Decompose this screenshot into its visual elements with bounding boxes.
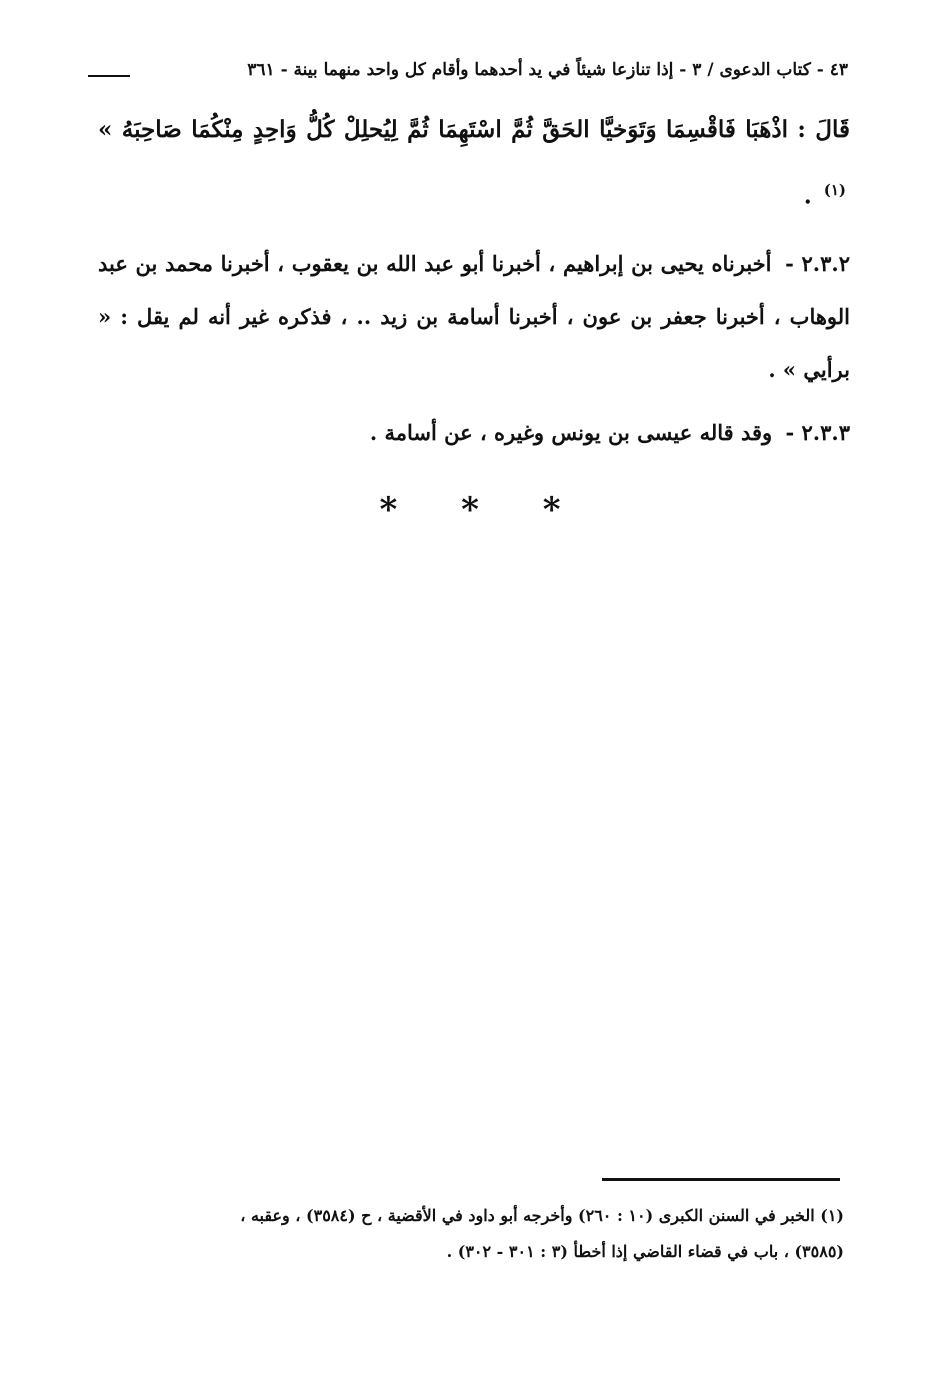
footnote-reference: (١) bbox=[823, 181, 846, 199]
footnote-rule bbox=[602, 1178, 840, 1181]
asterisk: * bbox=[461, 490, 479, 530]
asterisk: * bbox=[379, 490, 398, 530]
footnote-line: (١) الخبر في السنن الكبرى (١٠ : ٢٦٠) وأخرجه أبو داود في الأقضية ، ح (٣٥٨٤) ، وعقبه ، bbox=[240, 1206, 844, 1225]
hadith-quote-line2: صَاحِبَهُ » bbox=[98, 116, 182, 143]
paragraph-number: ٢.٣.٢ - bbox=[785, 250, 850, 276]
section-separator bbox=[0, 490, 940, 530]
hadith-quote-end: . bbox=[803, 182, 812, 210]
hadith-quote-line1: قَالَ : اذْهَبَا فَاقْسِمَا وَتَوَخيَّا الحَقَّ ثُمَّ اسْتَهِمَا ثُمَّ لِيُحلِلْ كُلُّ وَاحِدٍ مِنْكُمَا bbox=[191, 116, 850, 143]
paragraph-text: وقد قاله عيسى بن يونس وغيره ، عن أسامة . bbox=[369, 419, 773, 445]
paragraph-2-3-2 bbox=[98, 237, 850, 396]
hadith-quote bbox=[98, 100, 850, 227]
running-header bbox=[88, 55, 848, 85]
main-text bbox=[98, 100, 850, 459]
header-rule bbox=[88, 75, 130, 77]
paragraph-number: ٢.٣.٣ - bbox=[785, 419, 850, 445]
asterisk: * bbox=[542, 490, 561, 530]
running-title: ٤٣ - كتاب الدعوى / ٣ - إذا تنازعا شيئاً في يد أحدهما وأقام كل واحد منهما بينة - ٣٦١ bbox=[247, 60, 848, 80]
paragraph-text: أخبرناه يحيى بن إبراهيم ، أخبرنا أبو عبد الله بن يعقوب ، أخبرنا محمد بن عبد الوهاب ، أخبرنا جعفر بن عون ، أخبرنا أسامة بن زيد .. ، فذكره غير أنه لم يقل : « برأيي » . bbox=[98, 250, 850, 382]
paragraph-2-3-3 bbox=[98, 406, 850, 459]
footnote-line: (٣٥٨٥) ، باب في قضاء القاضي إذا أخطأ (٣ : ٣٠١ - ٣٠٢) . bbox=[446, 1242, 844, 1261]
footnote bbox=[104, 1198, 844, 1270]
